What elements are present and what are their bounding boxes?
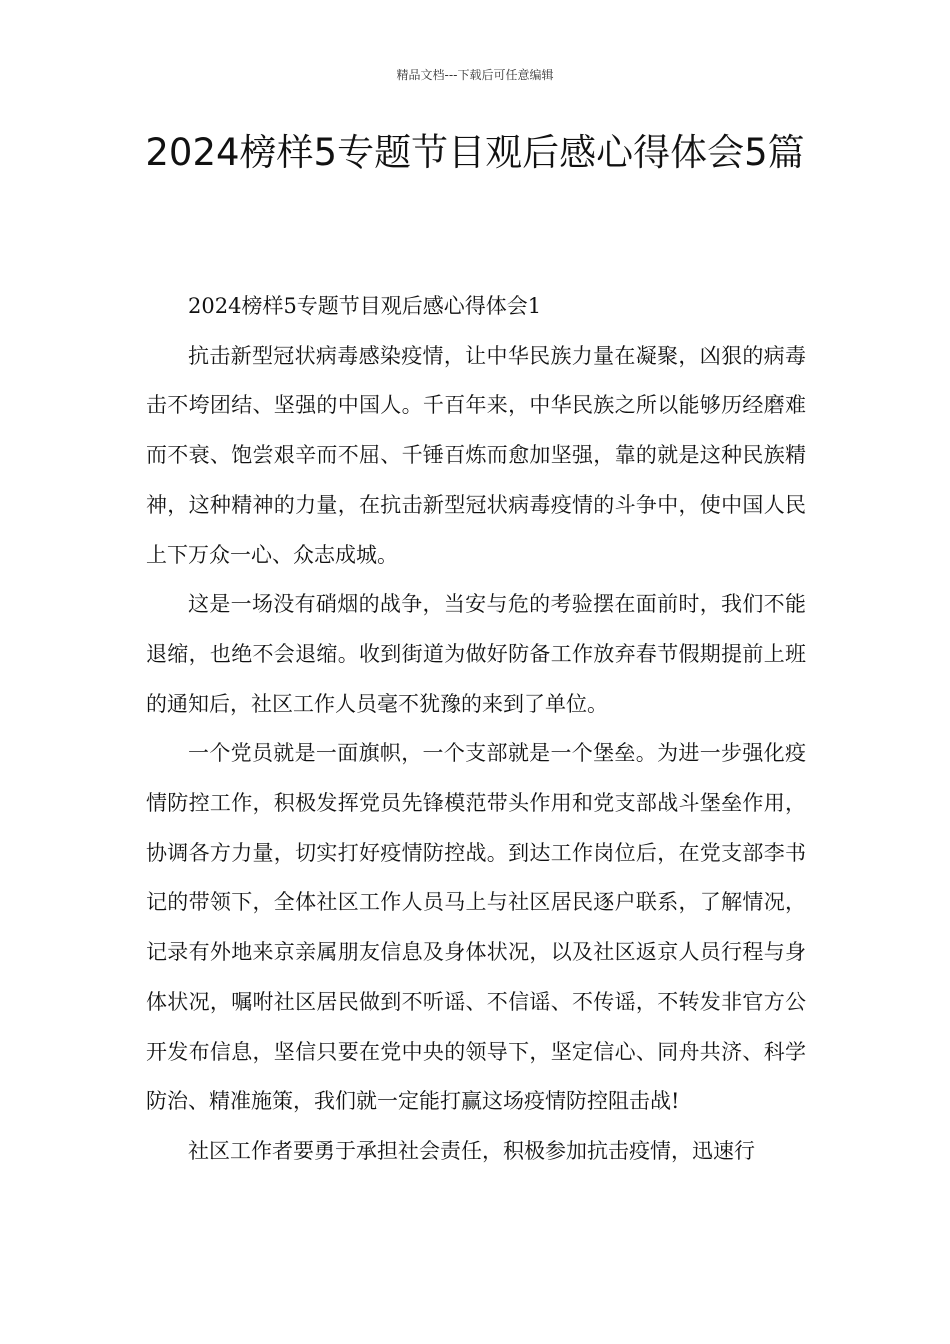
paragraph-2: 这是一场没有硝烟的战争，当安与危的考验摆在面前时，我们不能退缩，也绝不会退缩。收到街道为做好防备工作放弃春节假期提前上班的通知后，社区工作人员毫不犹豫的来到了单位。 bbox=[146, 592, 806, 716]
header-note: 精品文档---下载后可任意编辑 bbox=[396, 68, 554, 82]
paragraph-3: 一个党员就是一面旗帜，一个支部就是一个堡垒。为进一步强化疫情防控工作，积极发挥党员先锋模范带头作用和党支部战斗堡垒作用，协调各方力量，切实打好疫情防控战。到达工作岗位后，在党支部李书记的带领下，全体社区工作人员马上与社区居民逐户联系，了解情况，记录有外地来京亲属朋友信息及身体状况，以及社区返京人员行程与身体状况，嘱咐社区居民做到不听谣、不信谣、不传谣，不转发非官方公开发布信息，坚信只要在党中央的领导下，坚定信心、同舟共济、科学防治、精准施策，我们就一定能打赢这场疫情防控阻击战! bbox=[146, 741, 806, 1114]
paragraph-1: 抗击新型冠状病毒感染疫情，让中华民族力量在凝聚，凶狠的病毒击不垮团结、坚强的中国人。千百年来，中华民族之所以能够历经磨难而不衰、饱尝艰辛而不屈、千锤百炼而愈加坚强，靠的就是这种民族精神，这种精神的力量，在抗击新型冠状病毒疫情的斗争中，使中国人民上下万众一心、众志成城。 bbox=[146, 343, 806, 567]
paragraph-4: 社区工作者要勇于承担社会责任，积极参加抗击疫情，迅速行 bbox=[188, 1138, 755, 1163]
document-body bbox=[146, 282, 806, 1177]
section-subheading: 2024榜样5专题节目观后感心得体会1 bbox=[188, 294, 542, 318]
document-title: 2024榜样5专题节目观后感心得体会5篇 bbox=[145, 131, 805, 174]
